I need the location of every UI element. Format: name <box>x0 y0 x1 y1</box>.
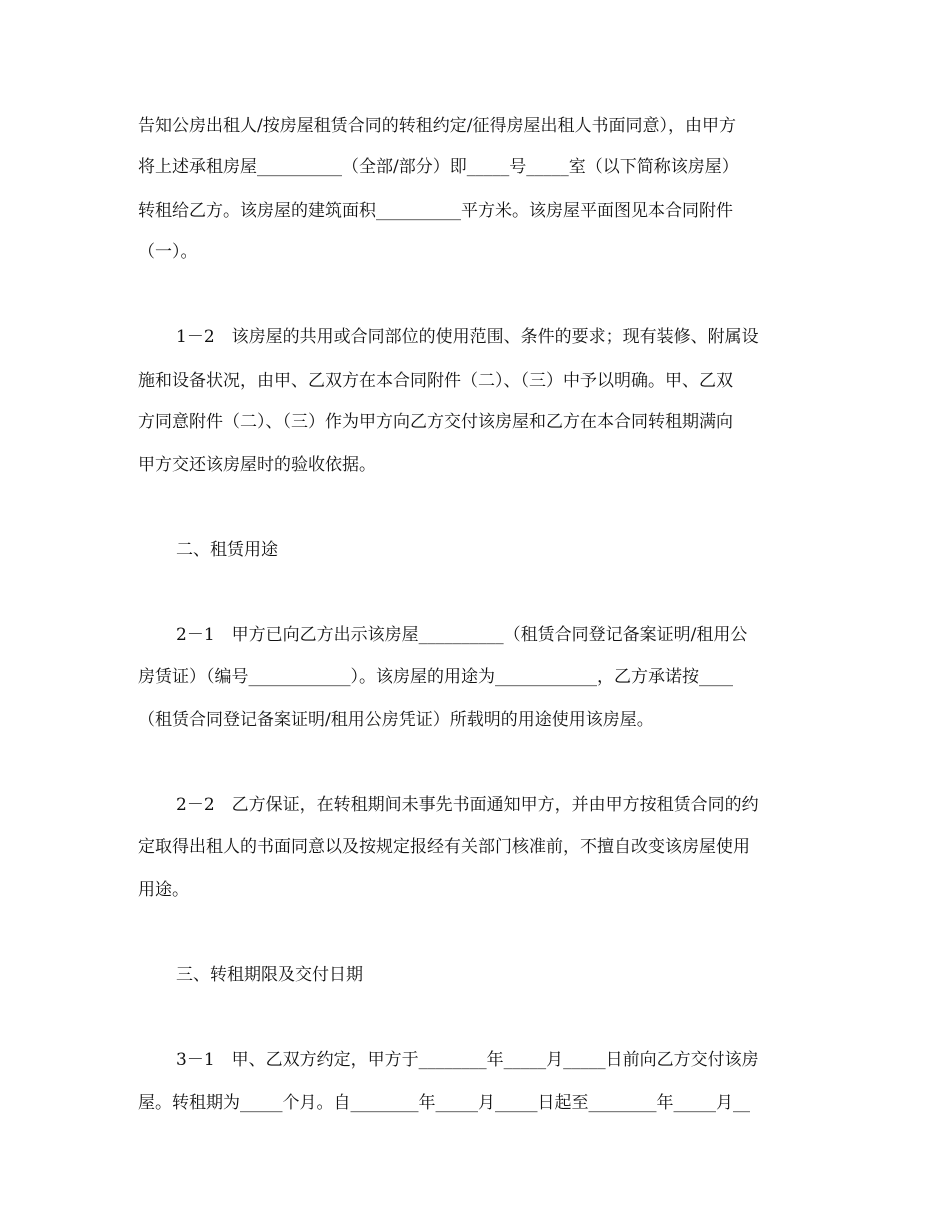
paragraph-line: 定取得出租人的书面同意以及按规定报经有关部门核准前，不擅自改变该房屋使用 <box>138 837 750 857</box>
paragraph-line: （一）。 <box>138 242 198 262</box>
section-heading-usage: 二、租赁用途 <box>176 540 278 560</box>
clause-1-2-line: 1－2 该房屋的共用或合同部位的使用范围、条件的要求；现有装修、附属设 <box>176 327 759 347</box>
paragraph-line: 告知公房出租人/按房屋租赁合同的转租约定/征得房屋出租人书面同意），由甲方 <box>138 116 736 136</box>
paragraph-line: 用途。 <box>138 880 189 900</box>
paragraph-line: 方同意附件（二）、（三）作为甲方向乙方交付该房屋和乙方在本合同转租期满向 <box>138 412 733 432</box>
paragraph-line: 房赁证）（编号____________）。该房屋的用途为____________，乙方承诺按____ <box>138 667 733 687</box>
clause-2-2-line: 2－2 乙方保证，在转租期间未事先书面通知甲方，并由甲方按租赁合同的约 <box>176 795 759 815</box>
paragraph-line: （租赁合同登记备案证明/租用公房凭证）所载明的用途使用该房屋。 <box>138 710 654 730</box>
clause-3-1-line: 3－1 甲、乙双方约定，甲方于________年_____月_____日前向乙方交付该房 <box>176 1050 759 1070</box>
section-heading-term: 三、转租期限及交付日期 <box>176 965 363 985</box>
paragraph-line: 甲方交还该房屋时的验收依据。 <box>138 455 376 475</box>
paragraph-line: 转租给乙方。该房屋的建筑面积__________平方米。该房屋平面图见本合同附件 <box>138 201 733 221</box>
clause-2-1-line: 2－1 甲方已向乙方出示该房屋__________（租赁合同登记备案证明/租用公 <box>176 625 748 645</box>
paragraph-line: 屋。转租期为_____个月。自________年_____月_____日起至________年_____月__ <box>138 1093 750 1113</box>
paragraph-line: 施和设备状况，由甲、乙双方在本合同附件（二）、（三）中予以明确。甲、乙双 <box>138 371 733 391</box>
paragraph-line: 将上述承租房屋__________（全部/部分）即_____号_____室（以下简称该房屋） <box>138 157 739 177</box>
